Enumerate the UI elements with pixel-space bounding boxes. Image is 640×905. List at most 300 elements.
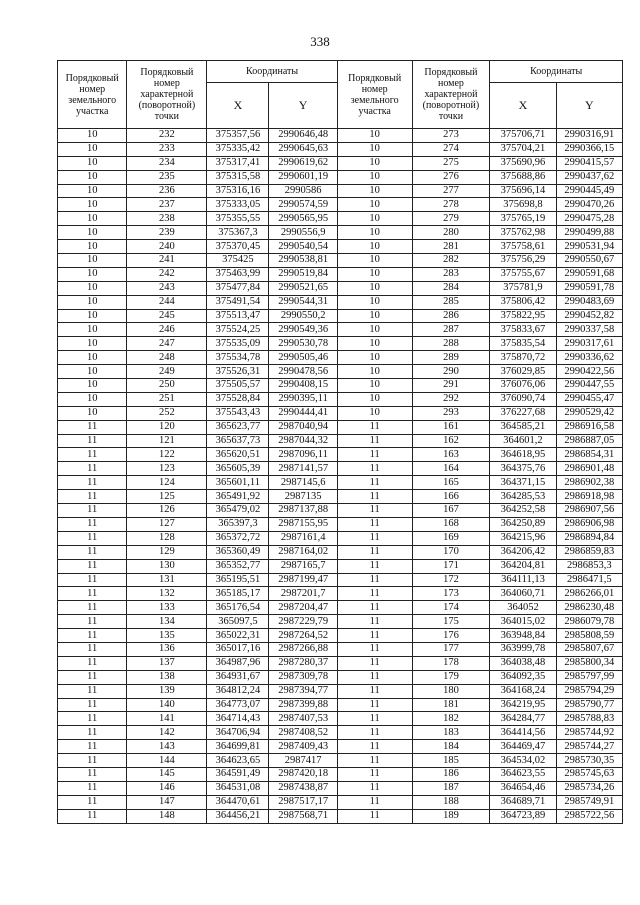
plot-number-cell: 11: [337, 434, 412, 448]
x-cell: 375491,54: [207, 295, 269, 309]
x-cell: 364015,02: [490, 615, 556, 629]
point-number-cell: 127: [127, 517, 207, 531]
point-number-cell: 252: [127, 406, 207, 420]
point-number-cell: 284: [412, 281, 490, 295]
point-number-cell: 144: [127, 754, 207, 768]
point-number-cell: 136: [127, 642, 207, 656]
point-number-cell: 237: [127, 198, 207, 212]
x-cell: 364219,95: [490, 698, 556, 712]
x-cell: 364204,81: [490, 559, 556, 573]
y-cell: 2985734,26: [556, 781, 622, 795]
point-number-cell: 249: [127, 365, 207, 379]
y-cell: 2990540,54: [269, 240, 337, 254]
plot-number-cell: 10: [337, 129, 412, 143]
plot-number-cell: 11: [58, 434, 127, 448]
x-cell: 375370,45: [207, 240, 269, 254]
point-number-cell: 274: [412, 142, 490, 156]
y-cell: 2990646,48: [269, 129, 337, 143]
plot-number-cell: 11: [337, 448, 412, 462]
y-cell: 2990529,42: [556, 406, 622, 420]
point-number-cell: 250: [127, 379, 207, 393]
y-cell: 2987096,11: [269, 448, 337, 462]
table-row: [58, 476, 623, 490]
plot-number-cell: 11: [58, 476, 127, 490]
x-cell: 375534,78: [207, 351, 269, 365]
table-row: [58, 156, 623, 170]
x-cell: 364250,89: [490, 517, 556, 531]
x-cell: 375477,84: [207, 281, 269, 295]
plot-number-cell: 11: [337, 559, 412, 573]
plot-number-cell: 10: [337, 337, 412, 351]
y-cell: 2987568,71: [269, 809, 337, 823]
plot-number-cell: 10: [58, 295, 127, 309]
y-cell: 2990505,46: [269, 351, 337, 365]
y-cell: 2986907,56: [556, 504, 622, 518]
y-cell: 2986853,3: [556, 559, 622, 573]
x-cell: 375755,67: [490, 267, 556, 281]
plot-number-cell: 11: [58, 587, 127, 601]
x-cell: 364111,13: [490, 573, 556, 587]
x-cell: 364414,56: [490, 726, 556, 740]
x-cell: 376029,85: [490, 365, 556, 379]
plot-number-cell: 10: [337, 254, 412, 268]
point-number-cell: 183: [412, 726, 490, 740]
plot-number-cell: 11: [337, 642, 412, 656]
x-cell: 364469,47: [490, 740, 556, 754]
x-cell: 375333,05: [207, 198, 269, 212]
plot-number-cell: 10: [337, 240, 412, 254]
header-coordinates: Координаты: [490, 61, 623, 83]
x-cell: 375870,72: [490, 351, 556, 365]
y-cell: 2986471,5: [556, 573, 622, 587]
plot-number-cell: 10: [58, 281, 127, 295]
y-cell: 2990475,28: [556, 212, 622, 226]
x-cell: 364371,15: [490, 476, 556, 490]
y-cell: 2990408,15: [269, 379, 337, 393]
y-cell: 2987517,17: [269, 795, 337, 809]
y-cell: 2986906,98: [556, 517, 622, 531]
plot-number-cell: 11: [337, 795, 412, 809]
point-number-cell: 245: [127, 309, 207, 323]
table-row: [58, 337, 623, 351]
header-y: Y: [269, 83, 337, 129]
x-cell: 365360,49: [207, 545, 269, 559]
y-cell: 2990645,63: [269, 142, 337, 156]
y-cell: 2985744,92: [556, 726, 622, 740]
x-cell: 375835,54: [490, 337, 556, 351]
point-number-cell: 242: [127, 267, 207, 281]
x-cell: 375762,98: [490, 226, 556, 240]
x-cell: 364470,61: [207, 795, 269, 809]
point-number-cell: 277: [412, 184, 490, 198]
y-cell: 2985749,91: [556, 795, 622, 809]
y-cell: 2987161,4: [269, 531, 337, 545]
table-row: [58, 656, 623, 670]
x-cell: 376090,74: [490, 392, 556, 406]
x-cell: 365479,02: [207, 504, 269, 518]
y-cell: 2985794,29: [556, 684, 622, 698]
point-number-cell: 248: [127, 351, 207, 365]
y-cell: 2986894,84: [556, 531, 622, 545]
y-cell: 2987204,47: [269, 601, 337, 615]
table-row: [58, 684, 623, 698]
point-number-cell: 169: [412, 531, 490, 545]
table-row: [58, 309, 623, 323]
plot-number-cell: 10: [337, 281, 412, 295]
point-number-cell: 182: [412, 712, 490, 726]
x-cell: 365491,92: [207, 490, 269, 504]
point-number-cell: 161: [412, 420, 490, 434]
page-number: 338: [310, 34, 330, 49]
y-cell: 2986887,05: [556, 434, 622, 448]
plot-number-cell: 11: [337, 531, 412, 545]
y-cell: 2990549,36: [269, 323, 337, 337]
x-cell: 364456,21: [207, 809, 269, 823]
point-number-cell: 239: [127, 226, 207, 240]
y-cell: 2987201,7: [269, 587, 337, 601]
y-cell: 2990316,91: [556, 129, 622, 143]
plot-number-cell: 10: [58, 254, 127, 268]
table-row: [58, 740, 623, 754]
plot-number-cell: 10: [58, 198, 127, 212]
x-cell: 364618,95: [490, 448, 556, 462]
header-point-number: Порядковый номер характерной (поворотной) точки: [127, 61, 207, 129]
table-row: [58, 642, 623, 656]
plot-number-cell: 10: [337, 142, 412, 156]
x-cell: 365620,51: [207, 448, 269, 462]
header-plot-number: Порядковый номер земельного участка: [337, 61, 412, 129]
x-cell: 365185,17: [207, 587, 269, 601]
y-cell: 2990447,55: [556, 379, 622, 393]
plot-number-cell: 11: [337, 740, 412, 754]
y-cell: 2990455,47: [556, 392, 622, 406]
point-number-cell: 235: [127, 170, 207, 184]
y-cell: 2986902,38: [556, 476, 622, 490]
point-number-cell: 162: [412, 434, 490, 448]
point-number-cell: 139: [127, 684, 207, 698]
y-cell: 2990538,81: [269, 254, 337, 268]
y-cell: 2987040,94: [269, 420, 337, 434]
x-cell: 375688,86: [490, 170, 556, 184]
x-cell: 375690,96: [490, 156, 556, 170]
point-number-cell: 131: [127, 573, 207, 587]
plot-number-cell: 10: [337, 170, 412, 184]
plot-number-cell: 10: [337, 295, 412, 309]
header-x: X: [207, 83, 269, 129]
x-cell: 364285,53: [490, 490, 556, 504]
point-number-cell: 138: [127, 670, 207, 684]
plot-number-cell: 11: [337, 754, 412, 768]
x-cell: 375367,3: [207, 226, 269, 240]
plot-number-cell: 10: [337, 309, 412, 323]
point-number-cell: 247: [127, 337, 207, 351]
y-cell: 2986916,58: [556, 420, 622, 434]
y-cell: 2987145,6: [269, 476, 337, 490]
y-cell: 2987420,18: [269, 767, 337, 781]
x-cell: 364206,42: [490, 545, 556, 559]
y-cell: 2990565,95: [269, 212, 337, 226]
point-number-cell: 292: [412, 392, 490, 406]
y-cell: 2986854,31: [556, 448, 622, 462]
y-cell: 2985800,34: [556, 656, 622, 670]
x-cell: 375355,55: [207, 212, 269, 226]
plot-number-cell: 10: [58, 406, 127, 420]
x-cell: 375758,61: [490, 240, 556, 254]
x-cell: 375696,14: [490, 184, 556, 198]
plot-number-cell: 10: [337, 156, 412, 170]
plot-number-cell: 10: [58, 184, 127, 198]
y-cell: 2990422,56: [556, 365, 622, 379]
x-cell: 365176,54: [207, 601, 269, 615]
x-cell: 364689,71: [490, 795, 556, 809]
y-cell: 2986859,83: [556, 545, 622, 559]
point-number-cell: 241: [127, 254, 207, 268]
plot-number-cell: 10: [58, 212, 127, 226]
plot-number-cell: 11: [58, 670, 127, 684]
table-row: [58, 434, 623, 448]
point-number-cell: 238: [127, 212, 207, 226]
plot-number-cell: 11: [337, 712, 412, 726]
point-number-cell: 141: [127, 712, 207, 726]
x-cell: 364706,94: [207, 726, 269, 740]
table-row: [58, 379, 623, 393]
point-number-cell: 283: [412, 267, 490, 281]
point-number-cell: 133: [127, 601, 207, 615]
y-cell: 2986901,48: [556, 462, 622, 476]
x-cell: 365601,11: [207, 476, 269, 490]
point-number-cell: 181: [412, 698, 490, 712]
x-cell: 364699,81: [207, 740, 269, 754]
y-cell: 2987309,78: [269, 670, 337, 684]
y-cell: 2990601,19: [269, 170, 337, 184]
x-cell: 375765,19: [490, 212, 556, 226]
y-cell: 2990470,26: [556, 198, 622, 212]
table-row: [58, 351, 623, 365]
point-number-cell: 279: [412, 212, 490, 226]
x-cell: 376076,06: [490, 379, 556, 393]
x-cell: 365097,5: [207, 615, 269, 629]
plot-number-cell: 11: [337, 726, 412, 740]
plot-number-cell: 11: [58, 629, 127, 643]
plot-number-cell: 11: [58, 517, 127, 531]
x-cell: 376227,68: [490, 406, 556, 420]
plot-number-cell: 10: [58, 156, 127, 170]
x-cell: 364773,07: [207, 698, 269, 712]
point-number-cell: 233: [127, 142, 207, 156]
x-cell: 364092,35: [490, 670, 556, 684]
point-number-cell: 167: [412, 504, 490, 518]
y-cell: 2990483,69: [556, 295, 622, 309]
plot-number-cell: 10: [337, 379, 412, 393]
x-cell: 364723,89: [490, 809, 556, 823]
plot-number-cell: 11: [337, 420, 412, 434]
x-cell: 364375,76: [490, 462, 556, 476]
x-cell: 375513,47: [207, 309, 269, 323]
x-cell: 375526,31: [207, 365, 269, 379]
table-row: [58, 226, 623, 240]
plot-number-cell: 11: [58, 573, 127, 587]
plot-number-cell: 11: [337, 601, 412, 615]
x-cell: 375806,42: [490, 295, 556, 309]
plot-number-cell: 10: [58, 142, 127, 156]
plot-number-cell: 10: [58, 351, 127, 365]
table-row: [58, 142, 623, 156]
point-number-cell: 163: [412, 448, 490, 462]
table-row: [58, 254, 623, 268]
point-number-cell: 282: [412, 254, 490, 268]
point-number-cell: 121: [127, 434, 207, 448]
plot-number-cell: 10: [58, 170, 127, 184]
x-cell: 364052: [490, 601, 556, 615]
table-body: [58, 129, 623, 824]
x-cell: 375505,57: [207, 379, 269, 393]
point-number-cell: 276: [412, 170, 490, 184]
plot-number-cell: 11: [58, 656, 127, 670]
x-cell: 365397,3: [207, 517, 269, 531]
plot-number-cell: 11: [58, 504, 127, 518]
plot-number-cell: 11: [58, 601, 127, 615]
point-number-cell: 240: [127, 240, 207, 254]
y-cell: 2990550,2: [269, 309, 337, 323]
y-cell: 2990544,31: [269, 295, 337, 309]
x-cell: 364623,55: [490, 767, 556, 781]
plot-number-cell: 10: [337, 226, 412, 240]
x-cell: 375706,71: [490, 129, 556, 143]
x-cell: 375833,67: [490, 323, 556, 337]
x-cell: 364931,67: [207, 670, 269, 684]
table-row: [58, 323, 623, 337]
point-number-cell: 280: [412, 226, 490, 240]
x-cell: 375543,43: [207, 406, 269, 420]
y-cell: 2990521,65: [269, 281, 337, 295]
plot-number-cell: 11: [337, 781, 412, 795]
point-number-cell: 146: [127, 781, 207, 795]
table-row: [58, 365, 623, 379]
y-cell: 2987280,37: [269, 656, 337, 670]
plot-number-cell: 11: [58, 490, 127, 504]
table-row: [58, 601, 623, 615]
x-cell: 365352,77: [207, 559, 269, 573]
y-cell: 2985730,35: [556, 754, 622, 768]
plot-number-cell: 11: [337, 809, 412, 823]
y-cell: 2986079,78: [556, 615, 622, 629]
x-cell: 364987,96: [207, 656, 269, 670]
point-number-cell: 166: [412, 490, 490, 504]
point-number-cell: 288: [412, 337, 490, 351]
point-number-cell: 176: [412, 629, 490, 643]
x-cell: 363948,84: [490, 629, 556, 643]
header-x: X: [490, 83, 556, 129]
table-row: [58, 587, 623, 601]
y-cell: 2990519,84: [269, 267, 337, 281]
plot-number-cell: 11: [337, 517, 412, 531]
table-row: [58, 198, 623, 212]
plot-number-cell: 11: [58, 698, 127, 712]
table-row: [58, 420, 623, 434]
y-cell: 2990444,41: [269, 406, 337, 420]
y-cell: 2987137,88: [269, 504, 337, 518]
plot-number-cell: 11: [58, 615, 127, 629]
point-number-cell: 243: [127, 281, 207, 295]
y-cell: 2987264,52: [269, 629, 337, 643]
x-cell: 375315,58: [207, 170, 269, 184]
plot-number-cell: 11: [337, 670, 412, 684]
table-row: [58, 726, 623, 740]
x-cell: 364534,02: [490, 754, 556, 768]
point-number-cell: 185: [412, 754, 490, 768]
table-row: [58, 406, 623, 420]
table-row: [58, 462, 623, 476]
y-cell: 2990531,94: [556, 240, 622, 254]
plot-number-cell: 11: [337, 656, 412, 670]
x-cell: 364252,58: [490, 504, 556, 518]
plot-number-cell: 10: [58, 226, 127, 240]
table-row: [58, 448, 623, 462]
plot-number-cell: 11: [337, 573, 412, 587]
table-row: [58, 629, 623, 643]
point-number-cell: 293: [412, 406, 490, 420]
plot-number-cell: 10: [337, 351, 412, 365]
header-point-number: Порядковый номер характерной (поворотной) точки: [412, 61, 490, 129]
plot-number-cell: 11: [337, 462, 412, 476]
x-cell: 365022,31: [207, 629, 269, 643]
y-cell: 2987199,47: [269, 573, 337, 587]
point-number-cell: 168: [412, 517, 490, 531]
x-cell: 375822,95: [490, 309, 556, 323]
x-cell: 375425: [207, 254, 269, 268]
y-cell: 2987409,43: [269, 740, 337, 754]
plot-number-cell: 11: [58, 642, 127, 656]
point-number-cell: 145: [127, 767, 207, 781]
plot-number-cell: 11: [58, 740, 127, 754]
y-cell: 2990586: [269, 184, 337, 198]
y-cell: 2985745,63: [556, 767, 622, 781]
x-cell: 375756,29: [490, 254, 556, 268]
plot-number-cell: 11: [58, 420, 127, 434]
plot-number-cell: 10: [58, 309, 127, 323]
point-number-cell: 186: [412, 767, 490, 781]
x-cell: 375781,9: [490, 281, 556, 295]
point-number-cell: 135: [127, 629, 207, 643]
point-number-cell: 170: [412, 545, 490, 559]
point-number-cell: 278: [412, 198, 490, 212]
point-number-cell: 129: [127, 545, 207, 559]
plot-number-cell: 11: [58, 712, 127, 726]
plot-number-cell: 10: [58, 392, 127, 406]
table-row: [58, 767, 623, 781]
plot-number-cell: 11: [58, 559, 127, 573]
y-cell: 2987407,53: [269, 712, 337, 726]
point-number-cell: 147: [127, 795, 207, 809]
plot-number-cell: 10: [58, 129, 127, 143]
y-cell: 2987408,52: [269, 726, 337, 740]
plot-number-cell: 10: [337, 198, 412, 212]
plot-number-cell: 11: [58, 781, 127, 795]
plot-number-cell: 11: [337, 629, 412, 643]
x-cell: 364531,08: [207, 781, 269, 795]
plot-number-cell: 10: [337, 365, 412, 379]
y-cell: 2987165,7: [269, 559, 337, 573]
x-cell: 375316,16: [207, 184, 269, 198]
point-number-cell: 273: [412, 129, 490, 143]
plot-number-cell: 10: [337, 267, 412, 281]
table-row: [58, 504, 623, 518]
point-number-cell: 171: [412, 559, 490, 573]
y-cell: 2987394,77: [269, 684, 337, 698]
x-cell: 364168,24: [490, 684, 556, 698]
plot-number-cell: 11: [58, 726, 127, 740]
y-cell: 2987438,87: [269, 781, 337, 795]
